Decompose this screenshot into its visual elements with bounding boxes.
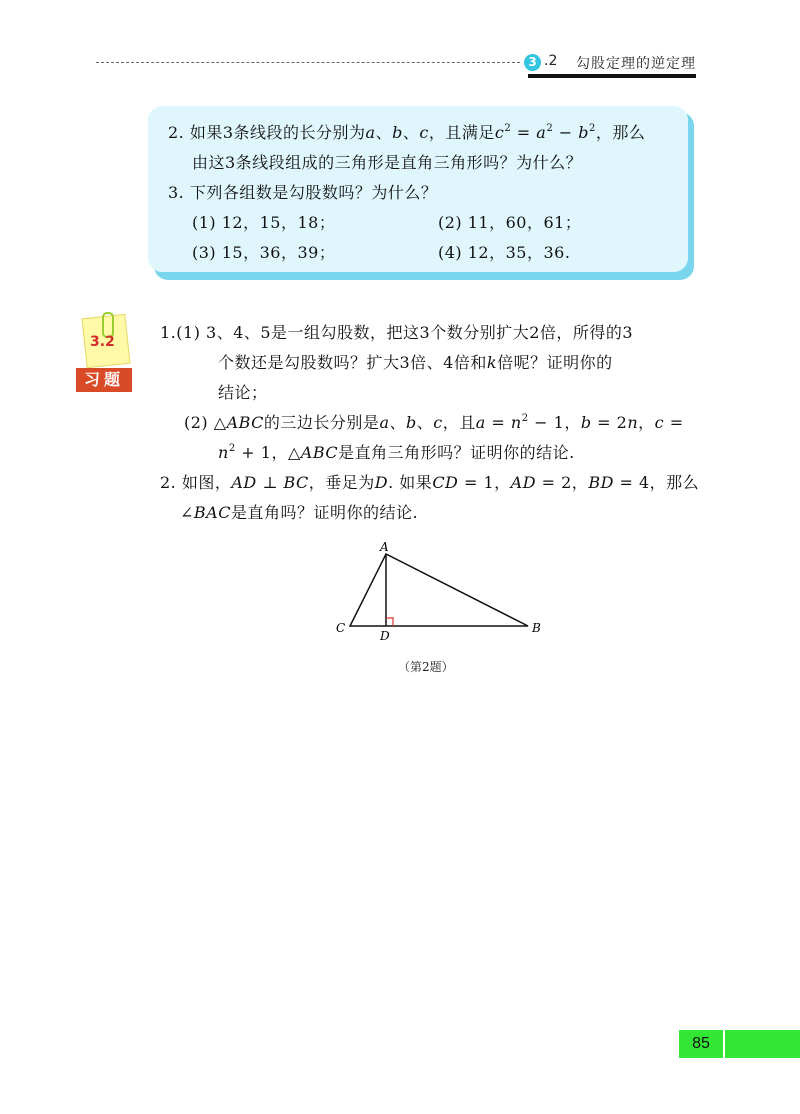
- vertex-label-c: C: [336, 621, 346, 635]
- section-number: .2: [544, 53, 558, 69]
- section-number-circle: 3: [524, 54, 541, 71]
- page-number: 85: [679, 1030, 725, 1058]
- badge-number: 3.2: [90, 334, 115, 350]
- exercise-1-line-1: 1.(1) 3、4、5是一组勾股数，把这3个数分别扩大2倍，所得的3: [160, 323, 634, 342]
- question-3-item-4: (4) 12，35，36.: [438, 243, 571, 262]
- section-title: 勾股定理的逆定理: [576, 56, 696, 72]
- vertex-label-b: B: [532, 621, 541, 635]
- question-3-item-3: (3) 15，36，39；: [192, 243, 336, 262]
- exercise-1-line-2: 个数还是勾股数吗？扩大3倍、4倍和k倍呢？证明你的: [218, 353, 613, 372]
- exercise-1-line-5: $n^2 + 1$，△ABC是直角三角形吗？证明你的结论.: [218, 443, 575, 462]
- figure-caption: （第2题）: [398, 660, 454, 674]
- exercise-badge: [74, 312, 140, 396]
- question-3-item-2: (2) 11，60，61；: [438, 213, 582, 232]
- question-2-line-1: 2. 如果3条线段的长分别为a、b、c，且满足$c^2 = a^2 - b^2$，那么: [168, 123, 646, 142]
- vertex-label-d: D: [380, 629, 390, 643]
- badge-label: 习题: [76, 368, 132, 392]
- question-3-item-1: (1) 12，15，18；: [192, 213, 336, 232]
- exercise-2-line-1: 2. 如图，AD ⊥ BC，垂足为D. 如果CD = 1，AD = 2，BD = 4，那么: [160, 473, 700, 492]
- question-3-line: 3. 下列各组数是勾股数吗？为什么？: [168, 183, 438, 202]
- triangle-figure: [330, 538, 550, 648]
- exercise-box: [148, 106, 688, 272]
- exercise-1-line-3: 结论；: [218, 383, 268, 402]
- triangle-abc: [350, 554, 528, 626]
- question-2-line-2: 由这3条线段组成的三角形是直角三角形吗？为什么？: [192, 153, 583, 172]
- right-angle-mark: [386, 618, 393, 626]
- vertex-label-a: A: [380, 540, 389, 554]
- header-bar: [528, 74, 696, 78]
- exercise-1-line-4: (2) △ABC的三边长分别是a、b、c，且$a = n^2 - 1$，b = 2n，c =: [184, 413, 684, 432]
- header-dashed-rule: [96, 62, 520, 63]
- section-header: [520, 50, 696, 74]
- exercise-2-line-2: ∠BAC是直角吗？证明你的结论.: [180, 503, 419, 522]
